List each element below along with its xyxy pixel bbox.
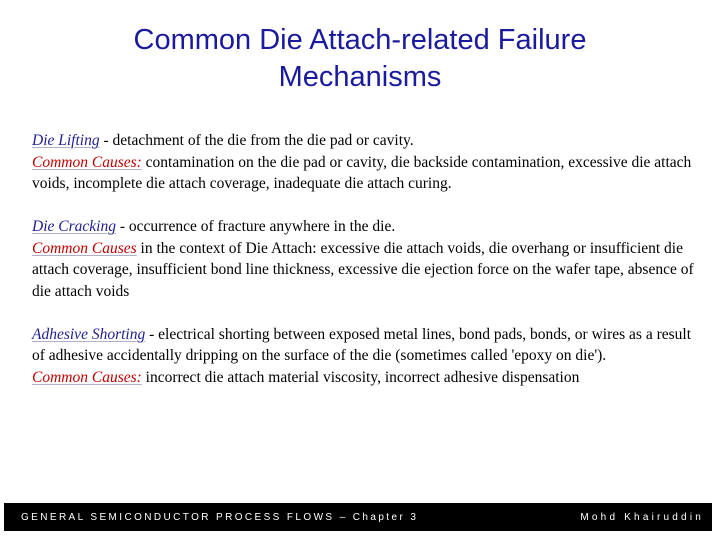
definition-die-lifting: - detachment of the die from the die pad or cavity. xyxy=(99,132,414,149)
footer-course-label: GENERAL SEMICONDUCTOR PROCESS FLOWS – Chapter 3 xyxy=(21,512,419,523)
definition-die-cracking: - occurrence of fracture anywhere in the die. xyxy=(115,218,396,235)
term-die-cracking: Die Cracking xyxy=(32,218,116,235)
causes-text-die-lifting: contamination on the die pad or cavity, die backside contamination, excessive die attach voids, incomplete die attach coverage, inadequate die attach curing. xyxy=(32,153,692,192)
causes-label-die-lifting: Common Causes: xyxy=(32,153,142,171)
causes-text-adhesive-shorting: incorrect die attach material viscosity, incorrect adhesive dispensation xyxy=(141,368,580,386)
slide-title-line-2: Mechanisms xyxy=(278,61,442,93)
slide-body xyxy=(32,130,697,388)
term-adhesive-shorting: Adhesive Shorting xyxy=(32,325,146,343)
term-die-lifting: Die Lifting xyxy=(32,132,100,149)
causes-label-adhesive-shorting: Common Causes: xyxy=(32,368,142,386)
slide-title-line-1: Common Die Attach-related Failure xyxy=(133,24,587,56)
footer-author: Mohd Khairuddin xyxy=(580,512,704,523)
section-die-lifting xyxy=(32,130,697,195)
slide-title xyxy=(40,22,680,96)
causes-label-die-cracking: Common Causes xyxy=(32,239,137,257)
section-adhesive-shorting xyxy=(32,324,697,389)
definition-adhesive-shorting: - electrical shorting between exposed metal lines, bond pads, bonds, or wires as a result of adhesive accidentally dripping on the surface of the die (sometimes called 'epoxy on die'). xyxy=(32,325,692,364)
footer-bar xyxy=(4,503,712,531)
causes-text-die-cracking: in the context of Die Attach: excessive die attach voids, die overhang or insufficient die attach coverage, insufficient bond line thickness, excessive die ejection force on the wafer tape, absence of die attach voids xyxy=(32,239,694,300)
section-die-cracking xyxy=(32,216,697,302)
